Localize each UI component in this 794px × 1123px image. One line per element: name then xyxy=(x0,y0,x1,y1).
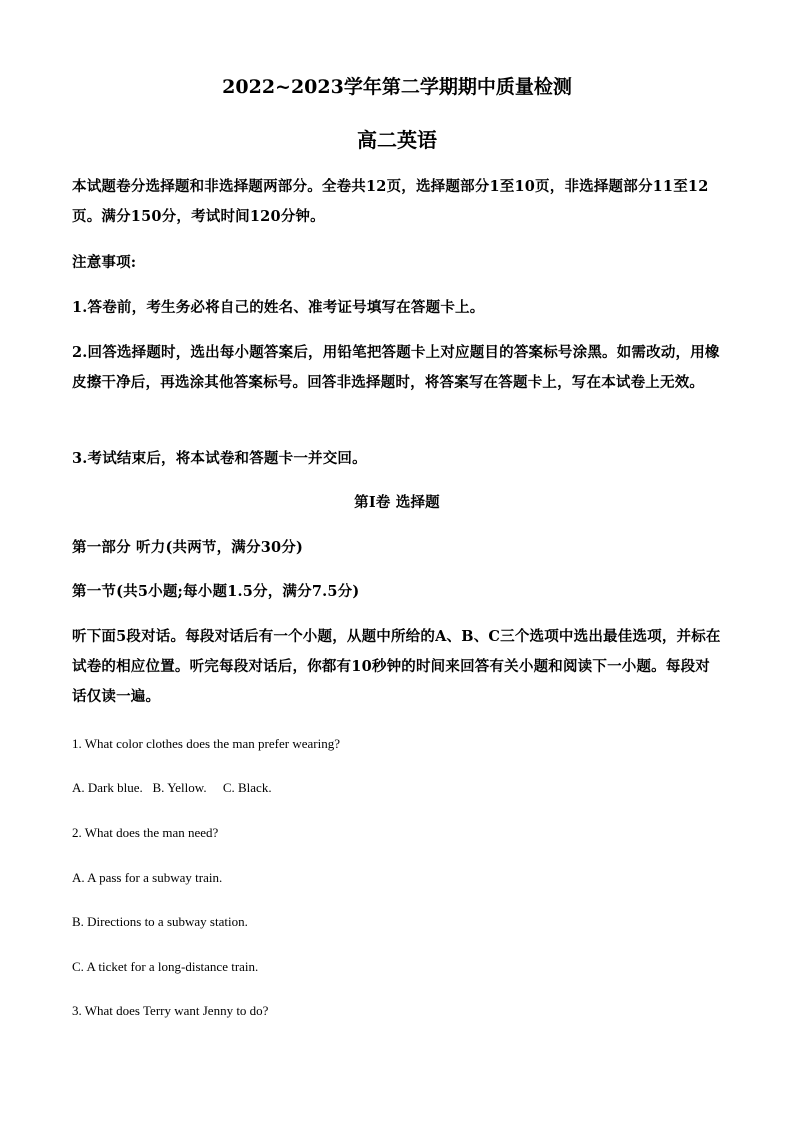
intro-paragraph: 本试题卷分选择题和非选择题两部分。全卷共12页，选择题部分1至10页，非选择题部分11至12页。满分150分，考试时间120分钟。 xyxy=(72,178,709,225)
exam-title: 2022~2023学年第二学期期中质量检测 xyxy=(222,76,572,98)
listening-directions: 听下面5段对话。每段对话后有一个小题，从题中所给的A、B、C三个选项中选出最佳选项，并标在试卷的相应位置。听完每段对话后，你都有10秒钟的时间来回答有关小题和阅读下一小题。每段对话仅读一遍。 xyxy=(72,628,721,705)
exam-subject: 高二英语 xyxy=(357,128,437,152)
question-2-option-c: C. A ticket for a long-distance train. xyxy=(72,959,259,974)
question-1-stem: 1. What color clothes does the man prefer wearing? xyxy=(72,736,340,751)
question-2-stem: 2. What does the man need? xyxy=(72,825,219,840)
question-1-options: A. Dark blue. B. Yellow. C. Black. xyxy=(72,780,272,795)
part-title: 第一部分 听力(共两节，满分30分) xyxy=(72,539,304,556)
notice-item-3: 3.考试结束后，将本试卷和答题卡一并交回。 xyxy=(72,450,367,467)
question-2-option-b: B. Directions to a subway station. xyxy=(72,914,248,929)
section-title: 第一节(共5小题;每小题1.5分，满分7.5分) xyxy=(72,583,360,600)
question-2-option-a: A. A pass for a subway train. xyxy=(72,870,223,885)
notice-heading: 注意事项: xyxy=(72,254,137,271)
notice-item-2: 2.回答选择题时，选出每小题答案后，用铅笔把答题卡上对应题目的答案标号涂黑。如需改动，用橡皮擦干净后，再选涂其他答案标号。回答非选择题时，将答案写在答题卡上，写在本试卷上无效。 xyxy=(72,344,720,391)
notice-item-1: 1.答卷前，考生务必将自己的姓名、准考证号填写在答题卡上。 xyxy=(72,299,485,316)
volume-title: 第Ⅰ卷 选择题 xyxy=(354,494,440,511)
question-3-stem: 3. What does Terry want Jenny to do? xyxy=(72,1003,269,1018)
